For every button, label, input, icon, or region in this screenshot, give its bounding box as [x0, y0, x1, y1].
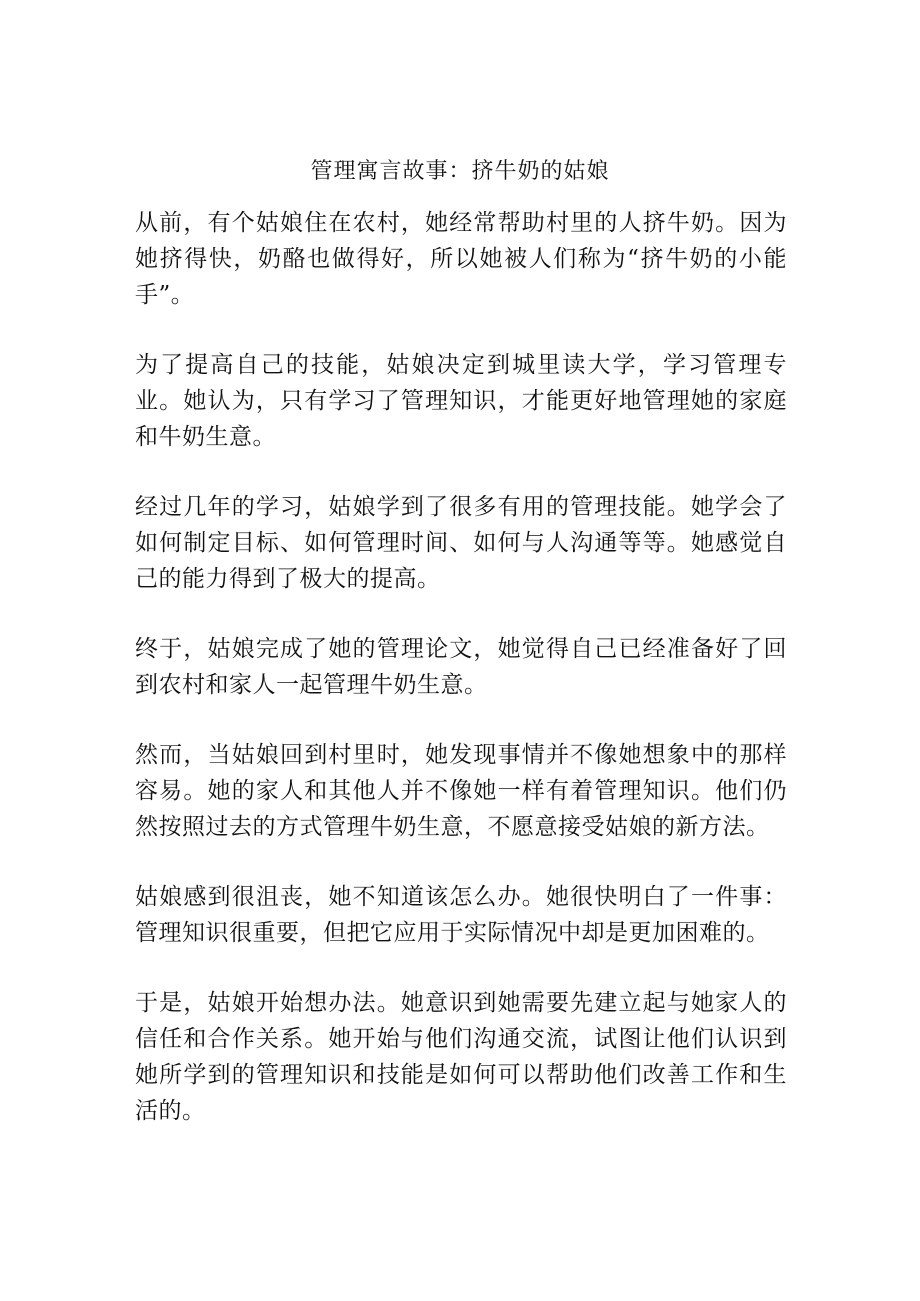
paragraph: 姑娘感到很沮丧，她不知道该怎么办。她很快明白了一件事：管理知识很重要，但把它应用于实际情况中却是更加困难的。 [135, 884, 787, 946]
paragraph: 然而，当姑娘回到村里时，她发现事情并不像她想象中的那样容易。她的家人和其他人并不像她一样有着管理知识。他们仍然按照过去的方式管理牛奶生意，不愿意接受姑娘的新方法。 [135, 742, 787, 840]
paragraph: 经过几年的学习，姑娘学到了很多有用的管理技能。她学会了如何制定目标、如何管理时间、如何与人沟通等等。她感觉自己的能力得到了极大的提高。 [135, 494, 787, 592]
paragraph: 于是，姑娘开始想办法。她意识到她需要先建立起与她家人的信任和合作关系。她开始与他们沟通交流，试图让他们认识到她所学到的管理知识和技能是如何可以帮助他们改善工作和生活的。 [135, 990, 787, 1124]
document-body [135, 205, 787, 1163]
document-title: 管理寓言故事：挤牛奶的姑娘 [310, 159, 610, 184]
paragraph: 为了提高自己的技能，姑娘决定到城里读大学，学习管理专业。她认为，只有学习了管理知识，才能更好地管理她的家庭和牛奶生意。 [135, 352, 787, 450]
paragraph: 从前，有个姑娘住在农村，她经常帮助村里的人挤牛奶。因为她挤得快，奶酪也做得好，所以她被人们称为“挤牛奶的小能手”。 [135, 210, 787, 308]
paragraph: 终于，姑娘完成了她的管理论文，她觉得自己已经准备好了回到农村和家人一起管理牛奶生意。 [135, 636, 787, 698]
